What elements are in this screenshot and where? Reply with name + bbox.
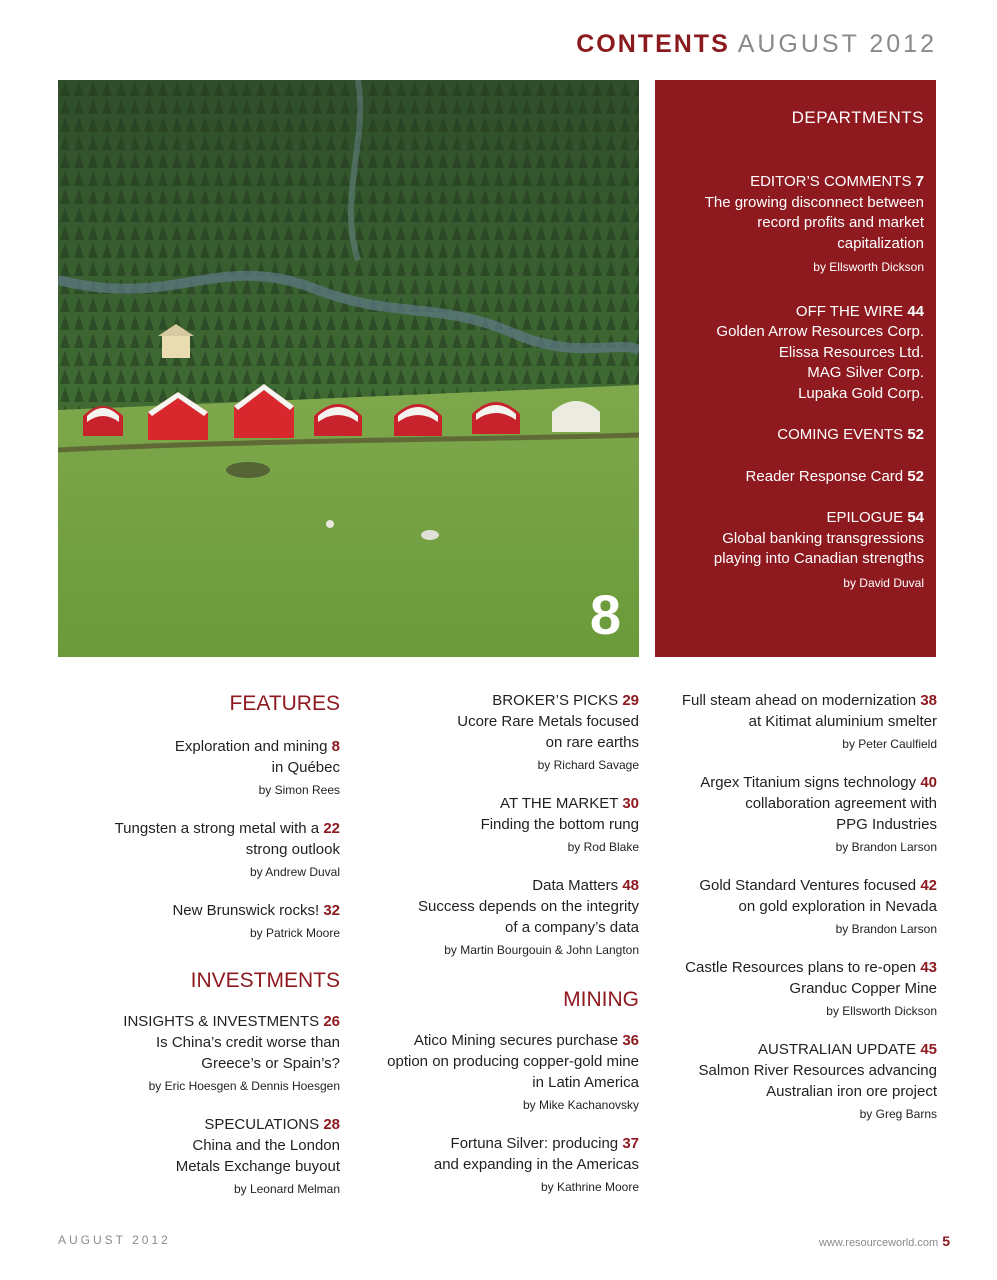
contents-title: CONTENTS — [576, 30, 730, 58]
byline: by Mike Kachanovsky — [522, 1098, 639, 1112]
toc-entry-exploration-quebec[interactable]: Exploration and mining 8 in Québec by Simon Rees — [60, 736, 340, 798]
byline: by Greg Barns — [859, 1107, 937, 1121]
toc-entry-atico-mining[interactable]: Atico Mining secures purchase 36 option on producing copper-gold mine in Latin America by Mike Kachanovsky — [350, 1030, 639, 1113]
footer-page-number: 5 — [942, 1233, 950, 1249]
photo-page-number: 8 — [589, 583, 621, 646]
byline: by Richard Savage — [537, 758, 639, 772]
byline: by Patrick Moore — [249, 926, 340, 940]
investments-heading: INVESTMENTS — [190, 969, 340, 992]
byline: by Martin Bourgouin & John Langton — [444, 943, 639, 957]
byline: by Andrew Duval — [249, 865, 340, 879]
byline: by Rod Blake — [567, 840, 639, 854]
dept-coming-events[interactable]: COMING EVENTS 52 — [777, 426, 924, 443]
middle-column — [350, 690, 639, 1215]
issue-date: AUGUST 2012 — [737, 30, 937, 58]
dept-reader-response-card[interactable]: Reader Response Card 52 — [745, 467, 924, 485]
features-heading: FEATURES — [229, 692, 340, 715]
dept-epilogue[interactable]: EPILOGUE 54 Global banking transgressions playing into Canadian strengths by David Duval — [665, 508, 924, 593]
contents-header — [576, 30, 937, 59]
departments-heading: DEPARTMENTS — [791, 108, 924, 127]
dept-off-the-wire[interactable]: OFF THE WIRE 44 Golden Arrow Resources Corp. Elissa Resources Ltd. MAG Silver Corp. Lupaka Gold Corp. — [716, 302, 924, 402]
toc-entry-australian-update[interactable]: AUSTRALIAN UPDATE 45 Salmon River Resources advancing Australian iron ore project by Greg Barns — [650, 1039, 937, 1122]
toc-entry-castle-resources[interactable]: Castle Resources plans to re-open 43 Granduc Copper Mine by Ellsworth Dickson — [650, 957, 937, 1019]
byline: by Ellsworth Dickson — [813, 260, 924, 274]
byline: by Peter Caulfield — [842, 737, 937, 751]
footer-url[interactable]: www.resourceworld.com — [819, 1237, 939, 1249]
cover-photo[interactable] — [58, 80, 639, 657]
toc-entry-kitimat[interactable]: Full steam ahead on modernization 38 at Kitimat aluminium smelter by Peter Caulfield — [650, 690, 937, 752]
byline: by Eric Hoesgen & Dennis Hoesgen — [148, 1079, 340, 1093]
footer-issue-date: AUGUST 2012 — [58, 1233, 171, 1247]
toc-entry-new-brunswick[interactable]: New Brunswick rocks! 32 by Patrick Moore — [60, 900, 340, 941]
byline: by Leonard Melman — [233, 1182, 340, 1196]
byline: by David Duval — [843, 575, 924, 590]
toc-entry-tungsten[interactable]: Tungsten a strong metal with a 22 strong outlook by Andrew Duval — [60, 818, 340, 880]
byline: by Brandon Larson — [835, 840, 937, 854]
byline: by Brandon Larson — [835, 922, 937, 936]
byline: by Ellsworth Dickson — [826, 1004, 937, 1018]
footer-site — [819, 1233, 950, 1249]
dept-editors-comments[interactable]: EDITOR’S COMMENTS 7 The growing disconnect between record profits and market capitalization by Ellsworth Dickson — [665, 172, 924, 278]
toc-entry-brokers-picks[interactable]: BROKER’S PICKS 29 Ucore Rare Metals focused on rare earths by Richard Savage — [350, 690, 639, 773]
byline: by Simon Rees — [258, 783, 340, 797]
features-column — [60, 690, 340, 1217]
toc-entry-speculations[interactable]: SPECULATIONS 28 China and the London Metals Exchange buyout by Leonard Melman — [60, 1114, 340, 1197]
toc-entry-at-the-market[interactable]: AT THE MARKET 30 Finding the bottom rung by Rod Blake — [350, 793, 639, 855]
toc-entry-argex-titanium[interactable]: Argex Titanium signs technology 40 collaboration agreement with PPG Industries by Brandon Larson — [650, 772, 937, 855]
toc-entry-gold-standard[interactable]: Gold Standard Ventures focused 42 on gold exploration in Nevada by Brandon Larson — [650, 875, 937, 937]
right-column — [650, 690, 937, 1142]
toc-entry-insights-investments[interactable]: INSIGHTS & INVESTMENTS 26 Is China’s credit worse than Greece’s or Spain’s? by Eric Hoesgen & Dennis Hoesgen — [60, 1011, 340, 1094]
mining-heading: MINING — [563, 988, 639, 1011]
toc-entry-data-matters[interactable]: Data Matters 48 Success depends on the integrity of a company’s data by Martin Bourgouin & John Langton — [350, 875, 639, 958]
toc-entry-fortuna-silver[interactable]: Fortuna Silver: producing 37 and expanding in the Americas by Kathrine Moore — [350, 1133, 639, 1195]
camp-landscape-image — [58, 80, 639, 657]
byline: by Kathrine Moore — [540, 1180, 639, 1194]
departments-panel — [655, 80, 936, 657]
